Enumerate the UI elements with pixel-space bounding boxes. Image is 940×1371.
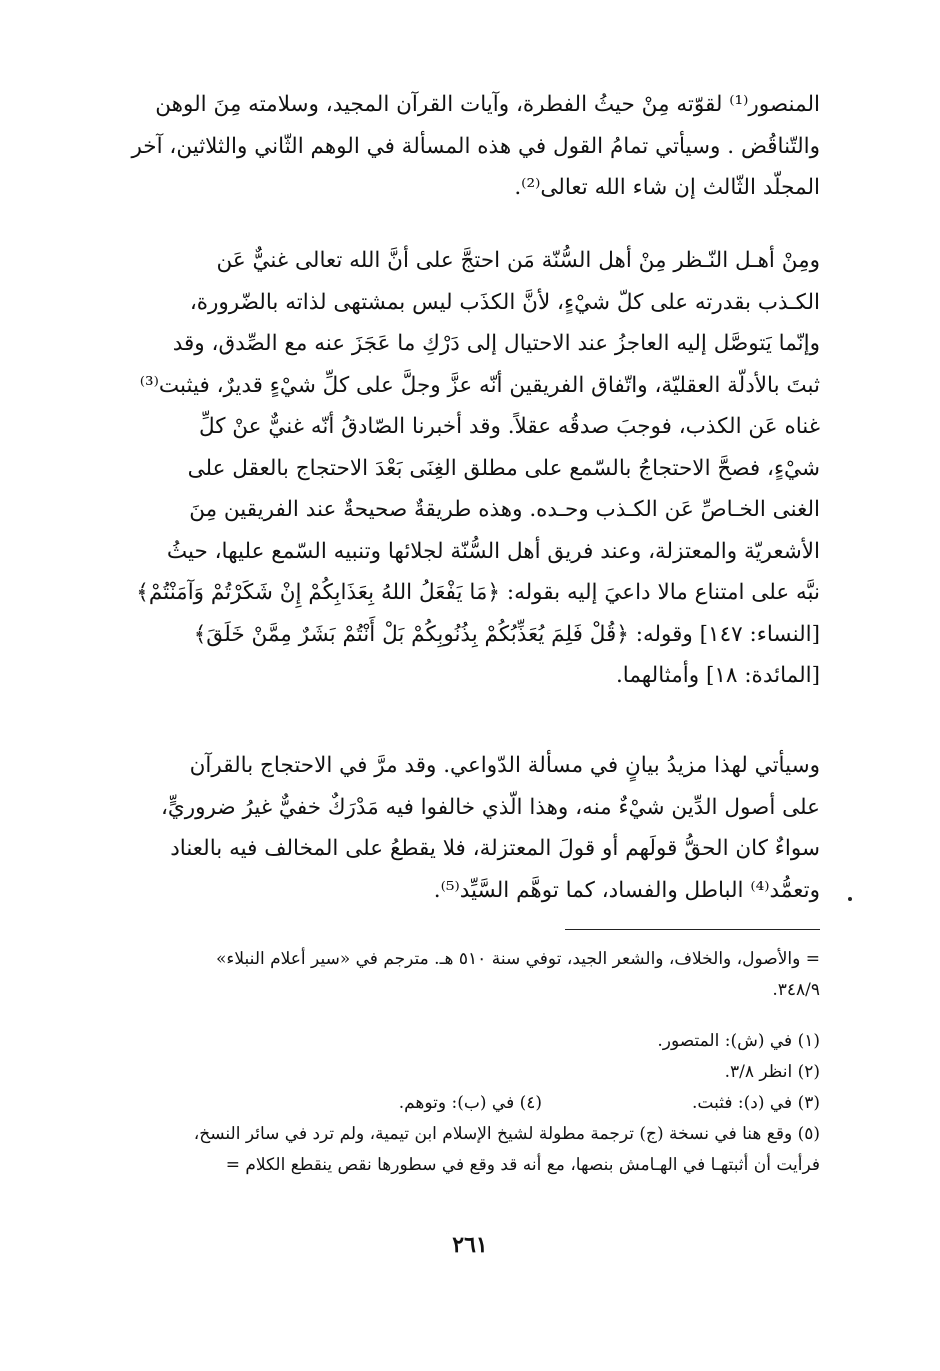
paragraph-2 [130,240,820,697]
quran-quote-line: نبَّه على امتناع مالا داعيَ إليه بقوله: ﴿مَا يَفْعَلُ اللهُ بِعَذَابِكُمْ إِنْ شَكَرْتُمْ وَآمَنْتُمْ﴾ [136,580,820,605]
quran-quote-line: [النساء: ١٤٧] وقوله: ﴿قُلْ فَلِمَ يُعَذِّبُكُمْ بِذُنُوبِكُمْ بَلْ أَنْتُمْ بَشَرٌ مِمَّنْ خَلَقَ﴾ [193,621,820,647]
footnote-1: (١) في (ش): المتصور. [657,1031,820,1051]
footnote-2: (٢) انظر ٣/٨. [724,1062,820,1082]
text-line: ثبتَ بالأدلّة العقليّة، واتّفاق الفريقين أنّه عزَّ وجلَّ على كلِّ شيْءٍ قديرٌ، فيثبت⁽³⁾ [139,372,820,398]
page-number: ٢٦١ [452,1232,488,1258]
text-line: والتّناقُض . وسيأتي تمامُ القول في هذه المسألة في الوهم الثّاني والثلاثين، آخر [131,133,820,159]
footnote-separator [565,929,820,930]
text-line: المجلّد الثّالث إن شاء الله تعالى⁽²⁾. [514,175,820,200]
footnote-line: = والأصول، والخلاف، والشعر الجيد، توفي سنة ٥١٠ هـ. مترجم في «سير أعلام النبلاء» [216,949,820,969]
footnote-line: ٣٤٨/٩. [772,980,820,1000]
footnote-continuation [130,944,820,1006]
text-line: وسيأتي لهذا مزيدُ بيانٍ في مسألة الدّواعي. وقد مرَّ في الاحتجاج بالقرآن [189,753,820,778]
footnotes-list [130,1026,820,1181]
footnote-5: (٥) وقع هنا في نسخة (ج) ترجمة مطولة لشيخ الإسلام ابن تيمية، ولم ترد في سائر النسخ، [193,1124,820,1144]
text-line: على أصول الدِّين شيْءٌ منه، وهذا الّذي خالفوا فيه مَدْرَكٌ خفيٌّ غيرُ ضروريٍّ، [160,794,820,820]
text-line: المنصور⁽¹⁾ لقوّته مِنْ حيثُ الفطرة، وآيات القرآن المجيد، وسلامته مِنَ الوهن [155,92,820,117]
text-line: الأشعريّة والمعتزلة، وعند فريق أهل السُّنّة لجلائها وتنبيه السّمع عليها، حيثُ [166,538,820,564]
text-line: الكـذب بقدرته على كلّ شيْءٍ، لأنَّ الكذَب ليس بمشتهى لذاته بالضّرورة، [189,289,820,315]
text-line: وإنّما يَتوصَّل إليه العاجزُ عند الاحتيال إلى دَرْكِ ما عَجَزَ عنه مع الصِّدق، وقد [172,331,820,356]
footnote-4: (٤) في (ب): وتوهم. [398,1093,543,1113]
ink-dot [848,897,852,901]
paragraph-3 [130,745,820,911]
text-line: وتعمُّد⁽⁴⁾ الباطل والفساد، كما توهَّم السَّيِّد⁽⁵⁾. [433,877,820,903]
paragraph-1 [130,84,820,209]
text-line: سواءٌ كان الحقُّ قولَهم أو قولَ المعتزلة، فلا يقطعُ على المخالف فيه بالعناد [170,836,820,861]
text-line: الغنى الخـاصِّ عَن الكـذب وحـده. وهذه طريقةٌ صحيحةٌ عند الفريقين مِنَ [189,497,820,522]
footnote-row-3-4 [130,1088,820,1119]
footnote-5-continued: فرأيت أن أثبتهـا في الهـامش بنصها، مع أنه قد وقع في سطورها نقص ينقطع الكلام = [225,1155,820,1175]
footnote-3: (٣) في (د): فثبت. [692,1093,820,1113]
text-line: ومِنْ أهـل النّـظر مِنْ أهل السُّنّة مَن احتجَّ على أنَّ الله تعالى غنيٌّ عَن [216,248,820,273]
text-line: غناه عَن الكذب، فوجبَ صدقُه عقلاً. وقد أخبرنا الصّادقُ أنّه غنيٌّ عنْ كلِّ [198,414,820,439]
text-line: شيْءٍ، فصحَّ الاحتجاجُ بالسّمع على مطلق الغِنَى بَعْدَ الاحتجاج بالعقل على [187,455,820,481]
text-line: [المائدة: ١٨] وأمثالهما. [615,663,820,688]
